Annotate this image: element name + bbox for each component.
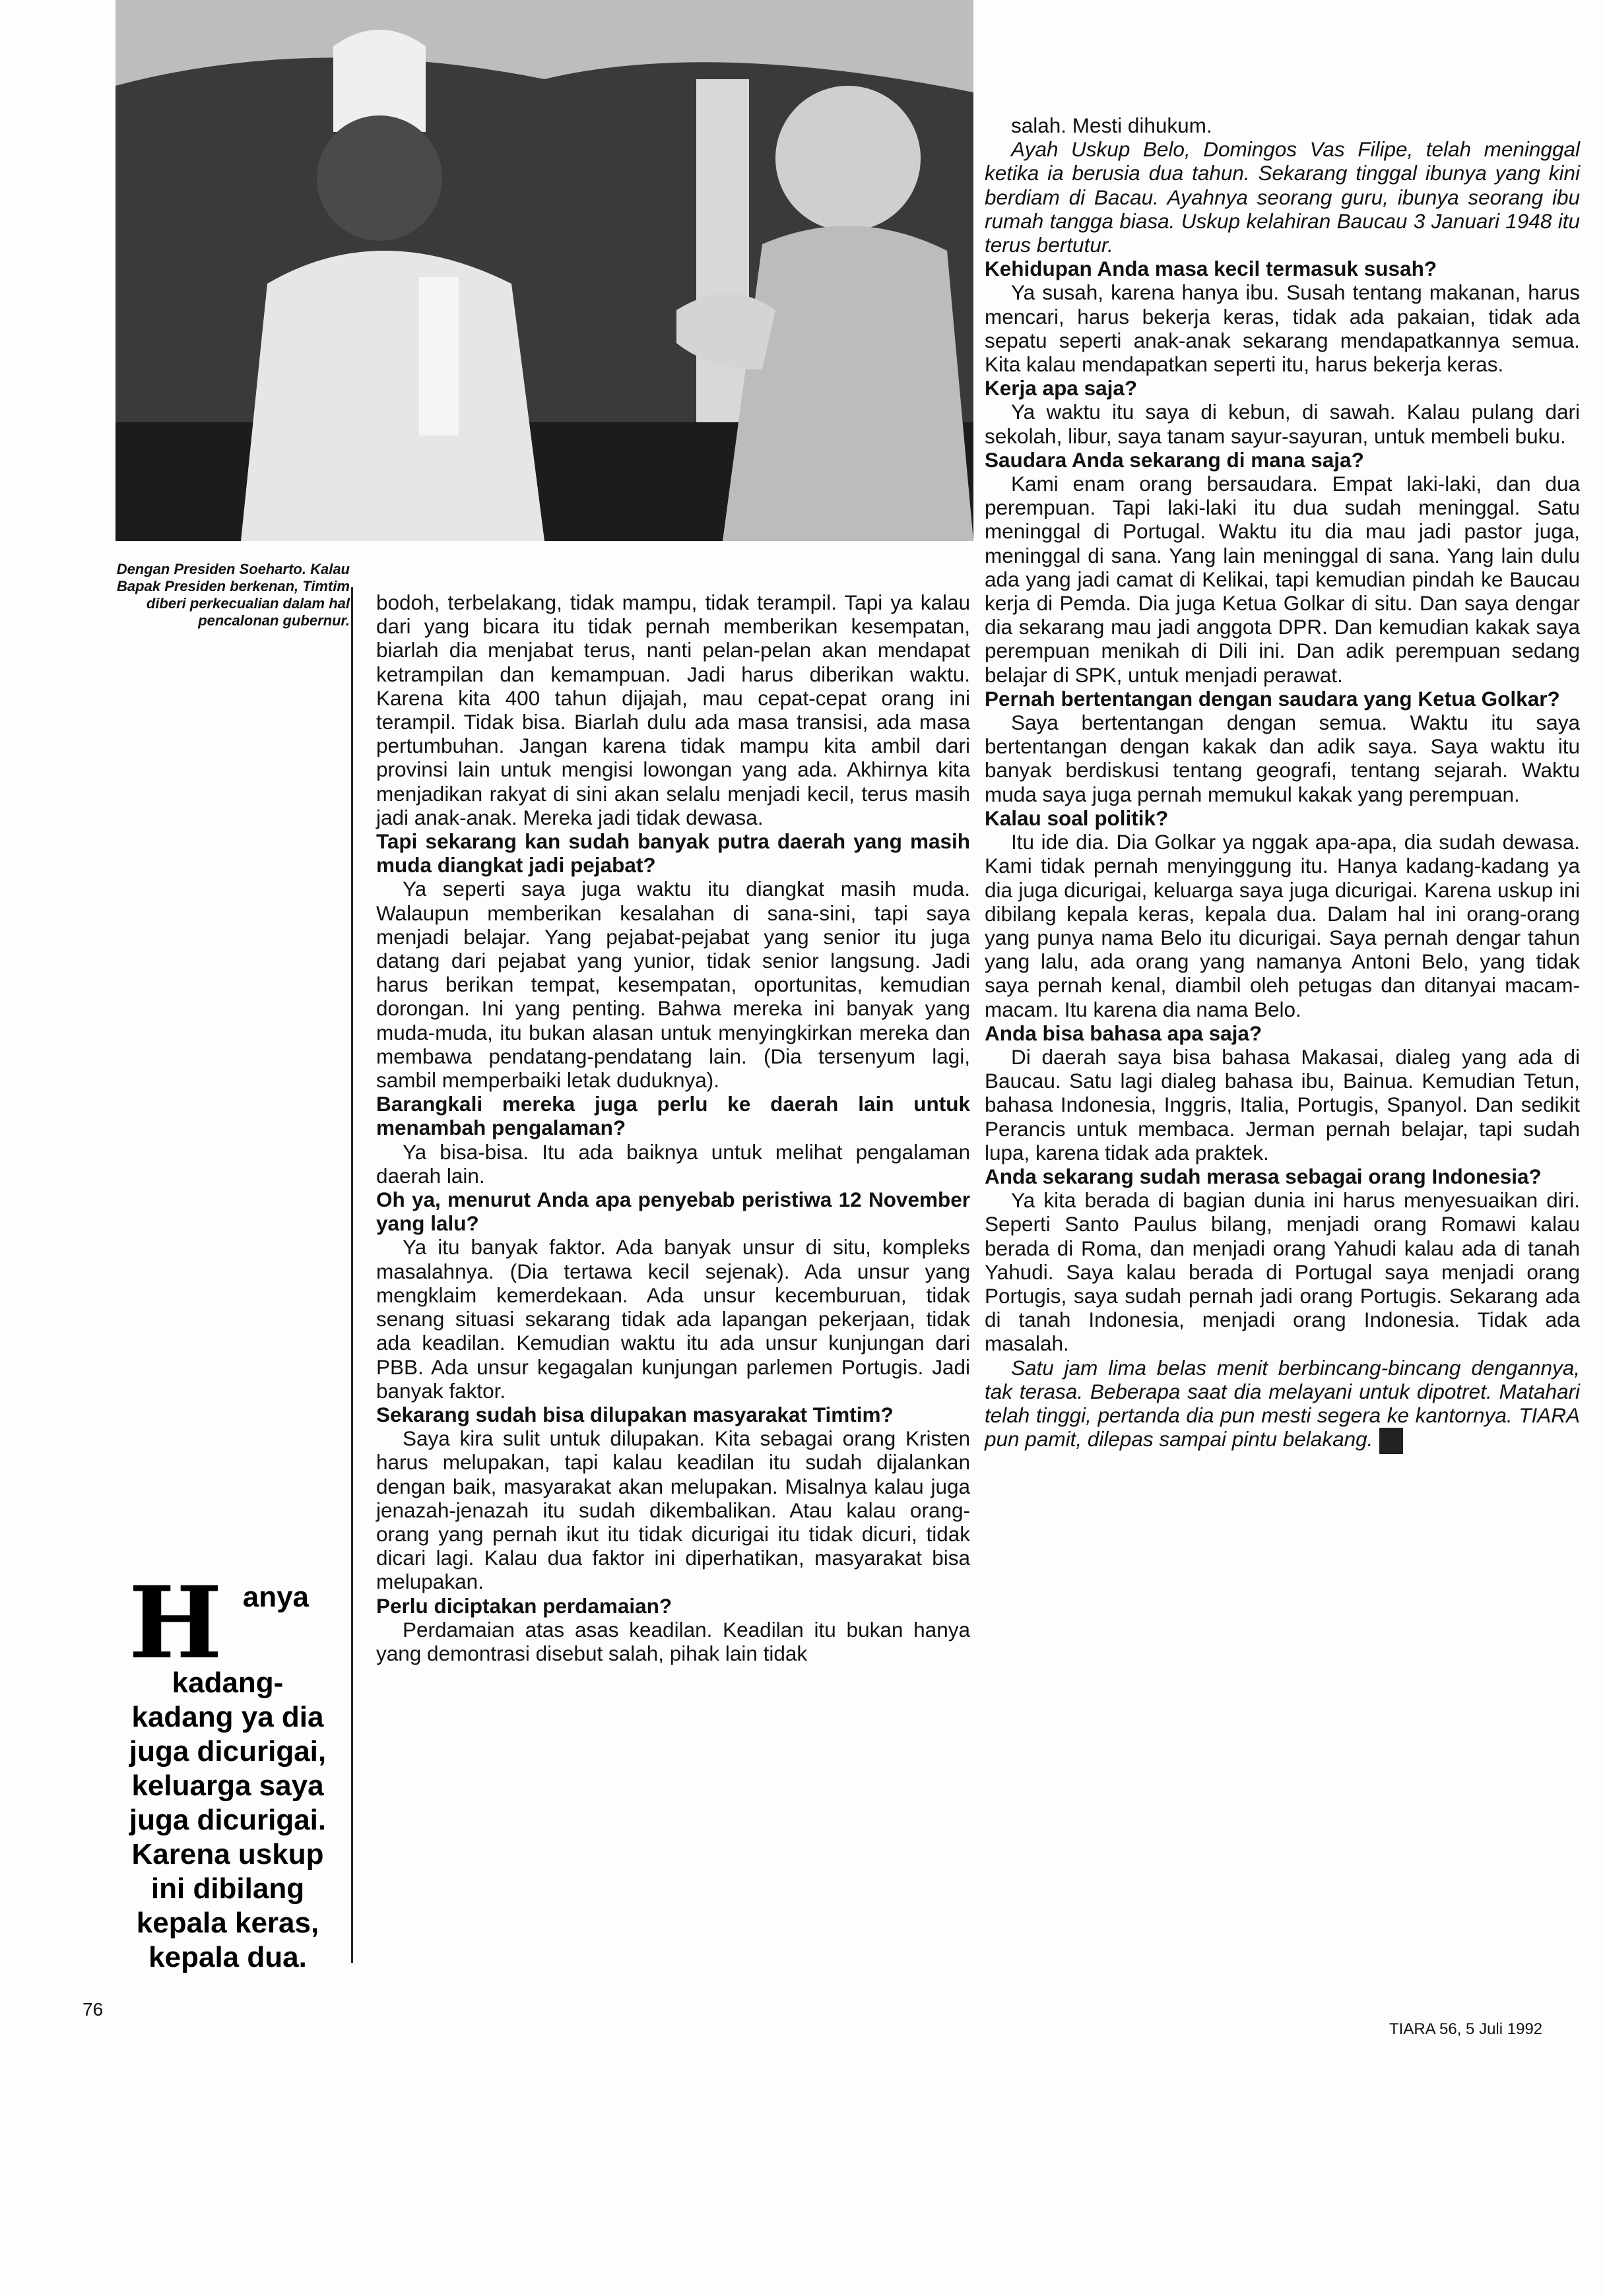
pull-quote-text: anya kadang-kadang ya dia juga dicurigai, keluarga saya juga dicurigai. Karena uskup ini dibilang kepala keras, kepala dua. bbox=[129, 1581, 327, 1973]
page-number: 76 bbox=[82, 1999, 104, 2020]
closing-text: Satu jam lima belas menit berbincang-bincang dengannya, tak terasa. Beberapa saat dia melayani untuk dipotret. Matahari telah tinggi, pertanda dia pun mesti segera ke kantornya. TIARA pun pamit, dilepas sampai pintu belakang. bbox=[985, 1355, 1580, 1451]
paragraph: salah. Mesti dihukum. bbox=[1011, 113, 1212, 137]
paragraph: Ya susah, karena hanya ibu. Susah tentang makanan, harus mencari, harus bekerja keras, tidak ada pakaian, tidak ada sepatu seperti anak-anak sekarang mendapatkannya semua. Kita kalau mendapatkan seperti itu, harus bekerja keras. bbox=[985, 280, 1580, 377]
article-column-right bbox=[985, 113, 1580, 1454]
paragraph: Ya kita berada di bagian dunia ini harus menyesuaikan diri. Seperti Santo Paulus bilang, menjadi orang Romawi kalau berada di Roma, dan menjadi orang Yahudi kalau ada di tanah Yahudi. Saya kalau berada di Portugal saya menjadi orang Portugis, saya sudah pernah jadi orang Portugis. Sekarang ada di tanah Indonesia, menjadi orang Indonesia. Tidak ada masalah. bbox=[985, 1188, 1580, 1356]
closing-paragraph bbox=[985, 1356, 1580, 1454]
interview-question: Barangkali mereka juga perlu ke daerah lain untuk menambah pengalaman? bbox=[376, 1092, 970, 1140]
publication-footer: TIARA 56, 5 Juli 1992 bbox=[1389, 2020, 1543, 2038]
drop-cap: H bbox=[129, 1565, 222, 1681]
end-mark-icon bbox=[1379, 1428, 1403, 1454]
interview-question: Kerja apa saja? bbox=[985, 376, 1138, 400]
interview-question: Sekarang sudah bisa dilupakan masyarakat Timtim? bbox=[376, 1402, 894, 1426]
bishop-photo bbox=[115, 0, 973, 541]
paragraph: Ya bisa-bisa. Itu ada baiknya untuk melihat pengalaman daerah lain. bbox=[376, 1139, 970, 1188]
pull-quote bbox=[129, 1565, 327, 1975]
interview-question: Saudara Anda sekarang di mana saja? bbox=[985, 447, 1364, 472]
article-column-middle bbox=[376, 590, 970, 1665]
interview-question: Oh ya, menurut Anda apa penyebab peristiwa 12 November yang lalu? bbox=[376, 1188, 970, 1236]
paragraph: Itu ide dia. Dia Golkar ya nggak apa-apa, dia sudah dewasa. Kami tidak pernah menyinggung itu. Hanya kadang-kadang ya dia juga dicurigai, keluarga saya juga dicurigai. Karena uskup ini dibilang kepala keras, kepala dua. Dalam hal ini orang-orang yang punya nama Belo itu dicurigai. Saya pernah dengar tahun yang lalu, ada orang yang namanya Antoni Belo, yang tidak saya pernah kenal, diambil oleh petugas dan ditanyai macam-macam. Itu karena dia nama Belo. bbox=[985, 830, 1580, 1021]
interview-question: Kalau soal politik? bbox=[985, 806, 1169, 830]
interview-question: Anda bisa bahasa apa saja? bbox=[985, 1021, 1262, 1045]
interview-question: Tapi sekarang kan sudah banyak putra daerah yang masih muda diangkat jadi pejabat? bbox=[376, 829, 970, 877]
photo-caption: Dengan Presiden Soeharto. Kalau Bapak Presiden berkenan, Timtim diberi perkecualian dalam hal pencalonan gubernur. bbox=[116, 561, 350, 629]
paragraph: Saya bertentangan dengan semua. Waktu itu saya bertentangan dengan kakak dan adik saya. Saya waktu itu banyak berdiskusi tentang geografi, tentang sejarah. Waktu muda saya juga pernah memukul kakak yang perempuan. bbox=[985, 711, 1580, 806]
photo-illustration bbox=[115, 0, 973, 541]
paragraph: Ya waktu itu saya di kebun, di sawah. Kalau pulang dari sekolah, libur, saya tanam sayur-sayuran, untuk membeli buku. bbox=[985, 400, 1580, 448]
paragraph: Saya kira sulit untuk dilupakan. Kita sebagai orang Kristen harus melupakan, tapi kalau keadilan itu sudah dijalankan dengan baik, masyarakat akan melupakan. Misalnya kalau juga jenazah-jenazah itu sudah dikembalikan. Atau kalau orang-orang yang pernah ikut itu tidak dicurigai itu tidak dicuri, tidak dicari lagi. Kalau dua faktor ini diperhatikan, masyarakat bisa melupakan. bbox=[376, 1426, 970, 1594]
paragraph: Ya itu banyak faktor. Ada banyak unsur di situ, kompleks masalahnya. (Dia tertawa kecil sejenak). Ada unsur yang mengklaim kemerdekaan. Ada unsur kecemburuan, tidak senang situasi sekarang tidak ada lapangan pekerjaan, tidak ada keadilan. Kemudian waktu itu ada unsur kunjungan dari PBB. Ada unsur kegagalan kunjungan parlemen Portugis. Jadi banyak faktor. bbox=[376, 1235, 970, 1403]
column-divider bbox=[351, 587, 353, 1963]
interview-question: Kehidupan Anda masa kecil termasuk susah? bbox=[985, 257, 1437, 281]
paragraph: Kami enam orang bersaudara. Empat laki-laki, dan dua perempuan. Tapi laki-laki itu dua sudah meninggal. Satu meninggal di Portugal. Waktu itu dia mau jadi pastor juga, meninggal di sana. Yang lain meninggal di sana. Yang lain dulu ada yang jadi camat di Kelikai, tapi kemudian pindah ke Baucau kerja di Pemda. Dia juga Ketua Golkar di situ. Dan saya dengar dia sekarang mau jadi anggota DPR. Dan kemudian kakak saya perempuan menikah di Dili ini. Dan adik perempuan sedang belajar di SPK, untuk menjadi perawat. bbox=[985, 472, 1580, 687]
narration-paragraph: Ayah Uskup Belo, Domingos Vas Filipe, telah meninggal ketika ia berusia dua tahun. Sekarang tinggal ibunya yang kini berdiam di Bacau. Ayahnya seorang guru, ibunya seorang ibu rumah tangga biasa. Uskup kelahiran Baucau 3 Januari 1948 itu terus bertutur. bbox=[985, 137, 1580, 257]
paragraph: Ya seperti saya juga waktu itu diangkat masih muda. Walaupun memberikan kesalahan di sana-sini, tapi saya menjadi belajar. Yang pejabat-pejabat yang senior itu juga datang dari pejabat yang yunior, tidak senior langsung. Jadi harus berikan tempat, kesempatan, oportunitas, kemudian dorongan. Ini yang penting. Bahwa mereka ini banyak yang muda-muda, itu bukan alasan untuk menyingkirkan mereka dan membawa pendatang-pendatang lain. (Dia tersenyum lagi, sambil memperbaiki letak duduknya). bbox=[376, 877, 970, 1093]
interview-question: Anda sekarang sudah merasa sebagai orang Indonesia? bbox=[985, 1164, 1542, 1188]
interview-question: Pernah bertentangan dengan saudara yang Ketua Golkar? bbox=[985, 686, 1560, 711]
interview-question: Perlu diciptakan perdamaian? bbox=[376, 1593, 672, 1618]
paragraph: Di daerah saya bisa bahasa Makasai, dialeg yang ada di Baucau. Satu lagi dialeg bahasa ibu, Bainua. Kemudian Tetun, bahasa Indonesia, Inggris, Italia, Portugis, Spanyol. Dan sedikit Perancis untuk membaca. Jerman pernah belajar, tapi sudah lupa, karena tidak ada praktek. bbox=[985, 1044, 1580, 1164]
paragraph: Perdamaian atas asas keadilan. Keadilan itu bukan hanya yang demontrasi disebut salah, pihak lain tidak bbox=[376, 1617, 970, 1665]
paragraph: bodoh, terbelakang, tidak mampu, tidak terampil. Tapi ya kalau dari yang bicara itu tidak pernah memberikan kesempatan, biarlah dia menjabat terus, nanti pelan-pelan akan mendapat ketrampilan dan kemampuan. Jadi harus diberikan waktu. Karena kita 400 tahun dijajah, mau cepat-cepat orang ini terampil. Tidak bisa. Biarlah dulu ada masa transisi, ada masa pertumbuhan. Jangan karena tidak mampu kita ambil dari provinsi lain untuk mengisi lowongan yang ada. Akhirnya kita menjadikan rakyat di sini akan selalu menjadi kecil, terus masih jadi anak-anak. Mereka jadi tidak dewasa. bbox=[376, 590, 970, 829]
